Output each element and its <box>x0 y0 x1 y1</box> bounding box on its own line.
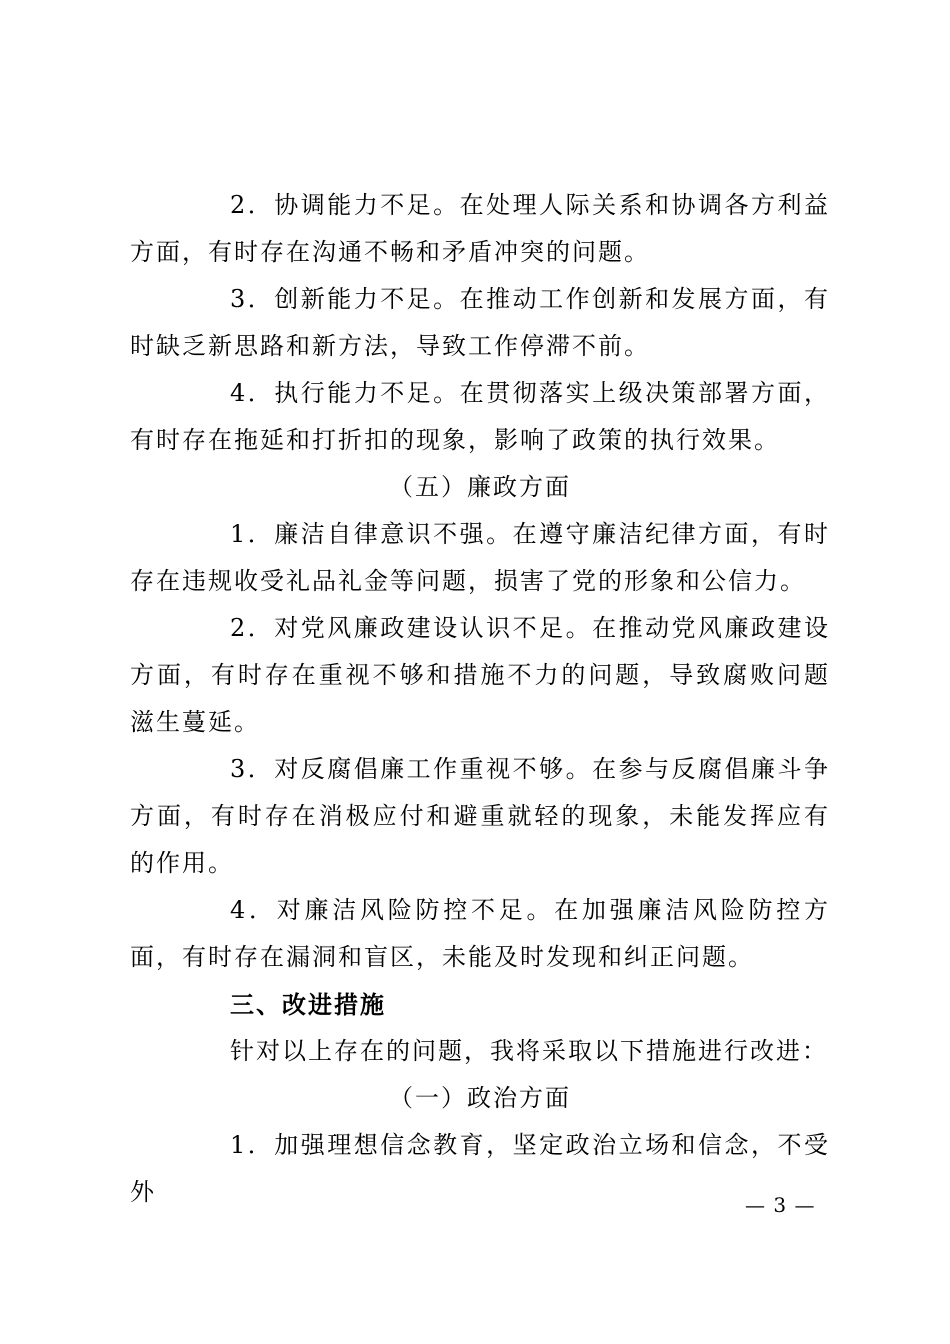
heading-improvement-measures: 三、改进措施 <box>230 990 386 1019</box>
paragraph-self-discipline: 1．廉洁自律意识不强。在遵守廉洁纪律方面，有时存在违规收受礼品礼金等问题，损害了党的形象和公信力。 <box>130 520 830 595</box>
section-title-integrity: （五）廉政方面 <box>389 473 571 501</box>
paragraph-innovation: 3．创新能力不足。在推动工作创新和发展方面，有时缺乏新思路和新方法，导致工作停滞不前。 <box>130 285 830 360</box>
paragraph-measures-lead: 针对以上存在的问题，我将采取以下措施进行改进： <box>230 1037 828 1065</box>
paragraph-anti-corruption: 3．对反腐倡廉工作重视不够。在参与反腐倡廉斗争方面，有时存在消极应付和避重就轻的现象，未能发挥应有的作用。 <box>130 755 830 877</box>
document-body <box>130 182 830 1216</box>
paragraph-coordination: 2．协调能力不足。在处理人际关系和协调各方利益方面，有时存在沟通不畅和矛盾冲突的问题。 <box>130 191 830 266</box>
paragraph-ideals-education: 1．加强理想信念教育，坚定政治立场和信念，不受外 <box>130 1131 830 1206</box>
section-title-political: （一）政治方面 <box>389 1084 571 1112</box>
paragraph-party-conduct: 2．对党风廉政建设认识不足。在推动党风廉政建设方面，有时存在重视不够和措施不力的问题，导致腐败问题滋生蔓延。 <box>130 614 830 736</box>
page-number: — 3 — <box>745 1193 816 1217</box>
paragraph-execution: 4．执行能力不足。在贯彻落实上级决策部署方面，有时存在拖延和打折扣的现象，影响了政策的执行效果。 <box>130 379 830 454</box>
paragraph-risk-control: 4．对廉洁风险防控不足。在加强廉洁风险防控方面，有时存在漏洞和盲区，未能及时发现和纠正问题。 <box>130 896 830 971</box>
